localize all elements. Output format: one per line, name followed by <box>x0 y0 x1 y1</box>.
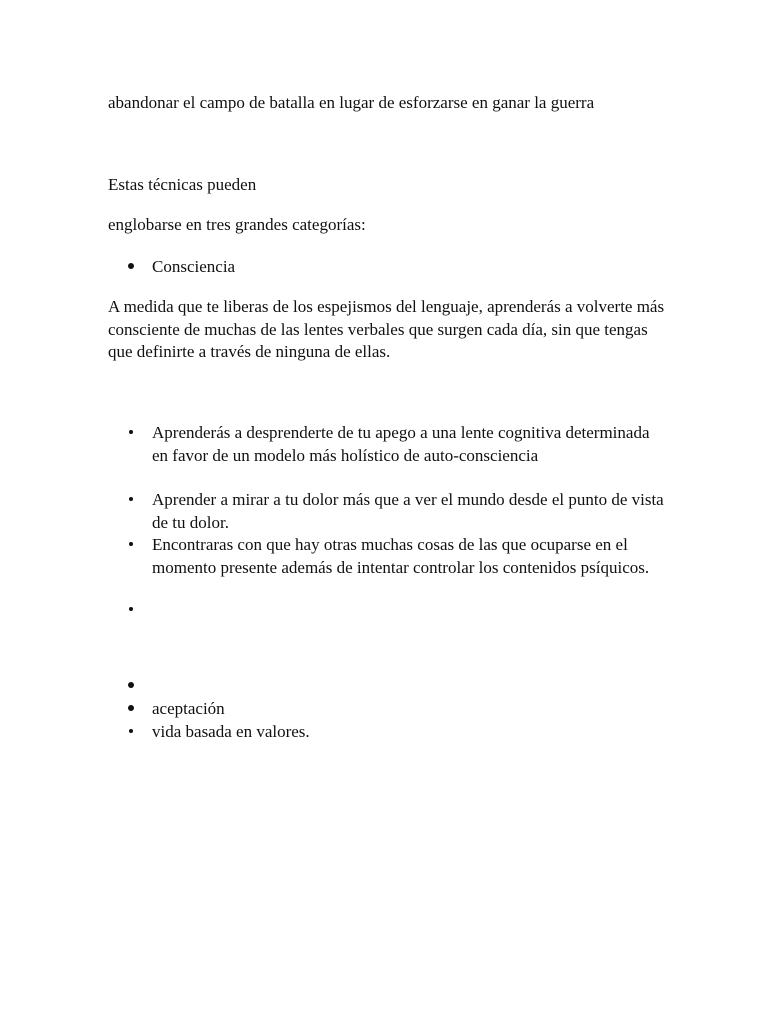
bullet-icon <box>126 675 136 698</box>
bullet-icon <box>126 489 136 512</box>
bullet-icon <box>126 534 136 557</box>
bullet-icon <box>126 256 136 279</box>
bullet-icon <box>126 698 136 721</box>
list-item-text: vida basada en valores. <box>152 722 310 741</box>
list-item-text: aceptación <box>152 699 225 718</box>
list-item-text: Encontraras con que hay otras muchas cosas de las que ocuparse en el momento presente además de intentar controlar los contenidos psíquicos. <box>152 535 650 577</box>
bullet-icon <box>126 721 136 744</box>
text-line: abandonar el campo de batalla en lugar de esforzarse en ganar la guerra <box>108 93 595 112</box>
bullet-icon <box>126 599 136 622</box>
list-item <box>108 698 668 721</box>
list-item <box>108 489 668 534</box>
text-line: Estas técnicas pueden <box>108 175 257 194</box>
list-item <box>108 422 668 467</box>
list-item-text: Consciencia <box>152 257 236 276</box>
list-item <box>108 534 668 579</box>
paragraph: A medida que te liberas de los espejismos del lenguaje, aprenderás a volverte más consciente de muchas de las lentes verbales que surgen cada día, sin que tengas que definirte a través de ninguna de ellas. <box>108 297 665 361</box>
list-item-text: Aprenderás a desprenderte de tu apego a una lente cognitiva determinada en favor de un modelo más holístico de auto-consciencia <box>152 423 650 465</box>
bullet-icon <box>126 422 136 445</box>
list-item <box>108 721 668 744</box>
list-item <box>108 256 668 279</box>
list-item-text: Aprender a mirar a tu dolor más que a ver el mundo desde el punto de vista de tu dolor. <box>152 490 664 532</box>
text-line: englobarse en tres grandes categorías: <box>108 215 366 234</box>
